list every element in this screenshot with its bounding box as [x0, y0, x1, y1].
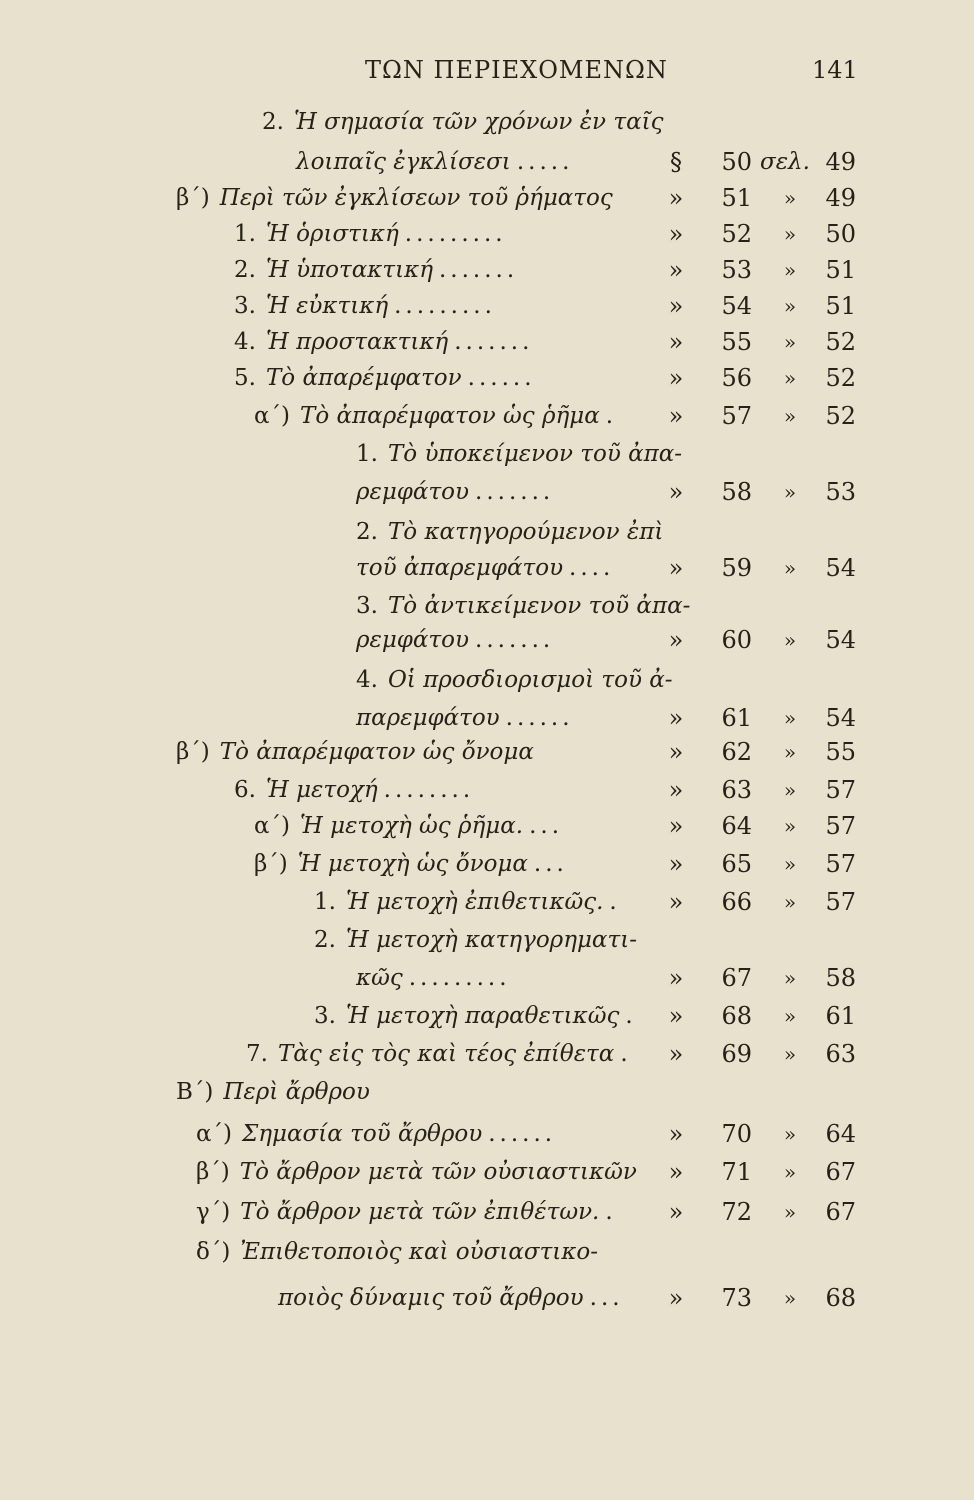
toc-entry-text: Τὸ ἀπαρέμφατον ὡς ὄνομα: [219, 739, 534, 765]
toc-entry-title: [356, 588, 690, 624]
toc-entry-prefix: 3.: [356, 593, 378, 619]
page-abbrev: σελ.: [760, 149, 810, 175]
toc-entry-title: [254, 808, 563, 844]
toc-entry: [0, 514, 974, 550]
section-symbol: »: [668, 888, 684, 916]
leader-dots: .......: [475, 627, 555, 653]
toc-entry-prefix: 2.: [234, 257, 256, 283]
toc-entry: [0, 360, 974, 396]
section-symbol: »: [668, 402, 684, 430]
paragraph-number: 68: [721, 1002, 752, 1030]
toc-page-number: 51: [825, 256, 856, 284]
toc-entry: [0, 1194, 974, 1230]
ditto-mark: »: [783, 1160, 797, 1184]
toc-entry-prefix: α΄): [254, 403, 291, 429]
toc-entry: [0, 922, 974, 958]
toc-entry-prefix: 1.: [356, 441, 378, 467]
leader-dots: .......: [438, 257, 519, 283]
toc-page-number: 54: [825, 626, 856, 654]
toc-entry-text: Ἡ μετοχὴ παραθετικῶς: [345, 1003, 620, 1029]
toc-page-number: 52: [825, 364, 856, 392]
leader-dots: .: [605, 1199, 617, 1225]
toc-entry: [0, 398, 974, 434]
leader-dots: ...: [589, 1285, 624, 1311]
toc-page-number: 51: [825, 292, 856, 320]
toc-entry: [0, 474, 974, 510]
section-symbol: »: [668, 1120, 684, 1148]
section-symbol: »: [668, 184, 684, 212]
toc-entry-title: [234, 324, 533, 360]
toc-entry-title: [196, 1116, 556, 1152]
paragraph-number: 72: [721, 1198, 752, 1226]
toc-entry: [0, 144, 974, 180]
toc-entry: [0, 1074, 974, 1110]
toc-entry-text: Τὸ ὑποκείμενον τοῦ ἀπα-: [387, 441, 683, 467]
toc-entry: [0, 180, 974, 216]
toc-entry-text: Ἡ μετοχὴ ὡς ῥῆμα.: [300, 813, 524, 839]
toc-entry: [0, 1154, 974, 1190]
toc-entry-text: Τὸ κατηγορούμενον ἐπὶ: [387, 519, 664, 545]
toc-entry: [0, 588, 974, 624]
toc-entry: [0, 252, 974, 288]
toc-entry-prefix: Β΄): [176, 1079, 214, 1105]
toc-entry-title: [176, 180, 613, 216]
paragraph-number: 51: [721, 184, 752, 212]
toc-entry-title: [356, 474, 554, 510]
leader-dots: ......: [467, 365, 536, 391]
toc-entry-text: Τὸ ἀντικείμενον τοῦ ἀπα-: [387, 593, 691, 619]
toc-page-number: 57: [825, 888, 856, 916]
toc-entry-text: Τὸ ἄρθρον μετὰ τῶν οὐσιαστικῶν: [239, 1159, 637, 1185]
leader-dots: ......: [488, 1121, 557, 1147]
paragraph-number: 61: [721, 704, 752, 732]
toc-entry-title: [254, 398, 617, 434]
toc-entry: [0, 960, 974, 996]
toc-page-number: 53: [825, 478, 856, 506]
toc-entry-text: Ἡ ὑποτακτική: [265, 257, 433, 283]
paragraph-number: 54: [721, 292, 752, 320]
toc-entry: [0, 1036, 974, 1072]
toc-page-number: 67: [825, 1198, 856, 1226]
section-symbol: »: [668, 704, 684, 732]
toc-entry-title: [234, 288, 496, 324]
toc-entry-text: Ἡ μετοχὴ ἐπιθετικῶς.: [345, 889, 604, 915]
section-symbol: »: [668, 1198, 684, 1226]
paragraph-number: 57: [721, 402, 752, 430]
section-symbol: »: [668, 1284, 684, 1312]
toc-entry-prefix: β΄): [176, 185, 210, 211]
toc-entry-prefix: 2.: [314, 927, 336, 953]
section-symbol: »: [668, 626, 684, 654]
leader-dots: .....: [516, 149, 574, 175]
paragraph-number: 67: [721, 964, 752, 992]
toc-entry-prefix: 7.: [246, 1041, 268, 1067]
toc-entry-prefix: δ΄): [196, 1239, 231, 1265]
ditto-mark: »: [783, 628, 797, 652]
section-symbol: »: [668, 554, 684, 582]
toc-page-number: 67: [825, 1158, 856, 1186]
ditto-mark: »: [783, 740, 797, 764]
section-symbol: »: [668, 776, 684, 804]
toc-entry-title: [356, 960, 511, 996]
toc-entry-title: [262, 104, 664, 140]
toc-entry-title: [296, 144, 573, 180]
toc-page-number: 61: [825, 1002, 856, 1030]
leader-dots: ......: [505, 705, 574, 731]
paragraph-number: 60: [721, 626, 752, 654]
toc-entry-prefix: 2.: [262, 109, 284, 135]
toc-entry: [0, 1116, 974, 1152]
ditto-mark: »: [783, 814, 797, 838]
toc-entry: [0, 288, 974, 324]
paragraph-number: 63: [721, 776, 752, 804]
section-symbol: »: [668, 292, 684, 320]
toc-page-number: 54: [825, 704, 856, 732]
leader-dots: .: [609, 889, 621, 915]
toc-entry-text: Περὶ τῶν ἐγκλίσεων τοῦ ῥήματος: [219, 185, 613, 211]
toc-entry: [0, 550, 974, 586]
toc-entry-prefix: 1.: [314, 889, 336, 915]
toc-entry-prefix: 1.: [234, 221, 256, 247]
section-symbol: §: [670, 148, 682, 176]
ditto-mark: »: [783, 1286, 797, 1310]
toc-entry-prefix: 3.: [234, 293, 256, 319]
toc-entry: [0, 1234, 974, 1270]
ditto-mark: »: [783, 556, 797, 580]
toc-entry: [0, 998, 974, 1034]
toc-page-number: 52: [825, 328, 856, 356]
toc-entry-title: [356, 662, 673, 698]
toc-entry-title: [176, 734, 534, 770]
toc-entry-prefix: γ΄): [196, 1199, 231, 1225]
section-symbol: »: [668, 256, 684, 284]
toc-entry-text: ποιὸς δύναμις τοῦ ἄρθρου: [278, 1285, 584, 1311]
toc-entry: [0, 104, 974, 140]
toc-entry-prefix: 5.: [234, 365, 256, 391]
toc-entry-text: Ἡ μετοχὴ ὡς ὄνομα: [297, 851, 528, 877]
toc-entry-title: [246, 1036, 632, 1072]
toc-entry-title: [314, 922, 637, 958]
toc-entry-title: [234, 360, 536, 396]
paragraph-number: 50: [721, 148, 752, 176]
toc-entry-text: Τὰς εἰς τὸς καὶ τέος ἐπίθετα: [277, 1041, 615, 1067]
paragraph-number: 52: [721, 220, 752, 248]
leader-dots: .: [620, 1041, 632, 1067]
page-number: 141: [812, 56, 858, 84]
toc-entry-prefix: β΄): [196, 1159, 230, 1185]
toc-page-number: 57: [825, 812, 856, 840]
section-symbol: »: [668, 738, 684, 766]
toc-entry-title: [234, 216, 507, 252]
toc-entry-title: [176, 1074, 370, 1110]
leader-dots: .......: [454, 329, 534, 355]
toc-entry-prefix: 4.: [356, 667, 378, 693]
ditto-mark: »: [783, 852, 797, 876]
toc-entry-text: Σημασία τοῦ ἄρθρου: [242, 1121, 483, 1147]
toc-entry-prefix: 3.: [314, 1003, 336, 1029]
toc-entry-prefix: β΄): [254, 851, 288, 877]
leader-dots: .: [625, 1003, 637, 1029]
section-symbol: »: [668, 1040, 684, 1068]
toc-entry: [0, 662, 974, 698]
toc-entry-text: ρεμφάτου: [356, 479, 470, 505]
toc-entry: [0, 436, 974, 472]
toc-entry-text: Τὸ ἀπαρέμφατον: [265, 365, 462, 391]
toc-entry-title: [278, 1280, 624, 1316]
section-symbol: »: [668, 364, 684, 392]
ditto-mark: »: [783, 480, 797, 504]
toc-entry-prefix: 6.: [234, 777, 256, 803]
toc-entry-text: Ἡ σημασία τῶν χρόνων ἐν ταῖς: [293, 109, 664, 135]
toc-entry-title: [196, 1194, 617, 1230]
toc-entry-prefix: α΄): [196, 1121, 233, 1147]
section-symbol: »: [668, 1158, 684, 1186]
toc-page-number: 64: [825, 1120, 856, 1148]
paragraph-number: 70: [721, 1120, 752, 1148]
toc-entry-text: κῶς: [356, 965, 403, 991]
section-symbol: »: [668, 812, 684, 840]
ditto-mark: »: [783, 258, 797, 282]
toc-entry-prefix: 4.: [234, 329, 256, 355]
toc-entry: [0, 884, 974, 920]
paragraph-number: 58: [721, 478, 752, 506]
toc-entry-text: Ἡ μετοχὴ κατηγορηματι-: [345, 927, 637, 953]
paragraph-number: 71: [721, 1158, 752, 1186]
toc-entry-prefix: β΄): [176, 739, 210, 765]
toc-entry-text: Ἐπιθετοποιὸς καὶ οὐσιαστικο-: [240, 1239, 599, 1265]
ditto-mark: »: [783, 366, 797, 390]
toc-entry-title: [356, 514, 663, 550]
running-title: ΤΩΝ ΠΕΡΙΕΧΟΜΕΝΩΝ: [365, 56, 668, 84]
ditto-mark: »: [783, 966, 797, 990]
ditto-mark: »: [783, 778, 797, 802]
toc-entry: [0, 846, 974, 882]
toc-page-number: 49: [825, 148, 856, 176]
toc-entry-text: Τὸ ἀπαρέμφατον ὡς ῥῆμα: [300, 403, 600, 429]
toc-entry-text: Ἡ ὁριστική: [265, 221, 399, 247]
toc-entry-title: [356, 550, 614, 586]
toc-entry-text: Ἡ μετοχή: [265, 777, 378, 803]
toc-entry-title: [356, 700, 574, 736]
toc-entry-text: Ἡ προστακτική: [265, 329, 449, 355]
section-symbol: »: [668, 850, 684, 878]
section-symbol: »: [668, 220, 684, 248]
toc-entry-title: [196, 1234, 598, 1270]
toc-page-number: 52: [825, 402, 856, 430]
toc-page-number: 68: [825, 1284, 856, 1312]
leader-dots: ........: [383, 777, 475, 803]
toc-page-number: 49: [825, 184, 856, 212]
toc-entry: [0, 772, 974, 808]
ditto-mark: »: [783, 706, 797, 730]
paragraph-number: 59: [721, 554, 752, 582]
toc-entry: [0, 216, 974, 252]
section-symbol: »: [668, 1002, 684, 1030]
section-symbol: »: [668, 964, 684, 992]
ditto-mark: »: [783, 294, 797, 318]
toc-entry: [0, 622, 974, 658]
toc-entry-text: Τὸ ἄρθρον μετὰ τῶν ἐπιθέτων.: [240, 1199, 600, 1225]
toc-page-number: 50: [825, 220, 856, 248]
ditto-mark: »: [783, 222, 797, 246]
ditto-mark: »: [783, 186, 797, 210]
leader-dots: ...: [529, 813, 564, 839]
leader-dots: .........: [408, 965, 511, 991]
toc-page-number: 63: [825, 1040, 856, 1068]
toc-page-number: 55: [825, 738, 856, 766]
ditto-mark: »: [783, 404, 797, 428]
toc-entry-title: [356, 622, 554, 658]
toc-page-number: 54: [825, 554, 856, 582]
toc-entry: [0, 808, 974, 844]
toc-entry-text: Ἡ εὐκτική: [265, 293, 389, 319]
leader-dots: ....: [569, 555, 615, 581]
section-symbol: »: [668, 478, 684, 506]
ditto-mark: »: [783, 330, 797, 354]
ditto-mark: »: [783, 1122, 797, 1146]
toc-entry-text: Οἱ προσδιορισμοὶ τοῦ ἀ-: [387, 667, 673, 693]
toc-entry-prefix: α΄): [254, 813, 291, 839]
toc-page-number: 58: [825, 964, 856, 992]
toc-entry-text: Περὶ ἄρθρου: [223, 1079, 370, 1105]
toc-page-number: 57: [825, 776, 856, 804]
toc-entry: [0, 700, 974, 736]
paragraph-number: 73: [721, 1284, 752, 1312]
leader-dots: .: [605, 403, 618, 429]
paragraph-number: 53: [721, 256, 752, 284]
ditto-mark: »: [783, 1042, 797, 1066]
toc-entry: [0, 324, 974, 360]
paragraph-number: 66: [721, 888, 752, 916]
section-symbol: »: [668, 328, 684, 356]
toc-entry-title: [196, 1154, 637, 1190]
paragraph-number: 65: [721, 850, 752, 878]
toc-entry-text: ρεμφάτου: [356, 627, 470, 653]
toc-entry-title: [234, 772, 474, 808]
leader-dots: .........: [404, 221, 507, 247]
leader-dots: ...: [533, 851, 568, 877]
ditto-mark: »: [783, 1200, 797, 1224]
toc-entry-text: τοῦ ἀπαρεμφάτου: [356, 555, 564, 581]
paragraph-number: 55: [721, 328, 752, 356]
toc-entry-prefix: 2.: [356, 519, 378, 545]
toc-entry-title: [254, 846, 568, 882]
paragraph-number: 62: [721, 738, 752, 766]
toc-entry: [0, 1280, 974, 1316]
ditto-mark: »: [783, 890, 797, 914]
paragraph-number: 69: [721, 1040, 752, 1068]
toc-entry-text: παρεμφάτου: [356, 705, 500, 731]
toc-page-number: 57: [825, 850, 856, 878]
paragraph-number: 64: [721, 812, 752, 840]
toc-entry-title: [356, 436, 682, 472]
toc-entry: [0, 734, 974, 770]
paragraph-number: 56: [721, 364, 752, 392]
leader-dots: .........: [394, 293, 496, 319]
toc-entry-text: λοιπαῖς ἐγκλίσεσι: [296, 149, 511, 175]
toc-entry-title: [314, 884, 621, 920]
leader-dots: .......: [475, 479, 555, 505]
toc-entry-title: [314, 998, 637, 1034]
ditto-mark: »: [783, 1004, 797, 1028]
toc-entry-title: [234, 252, 518, 288]
